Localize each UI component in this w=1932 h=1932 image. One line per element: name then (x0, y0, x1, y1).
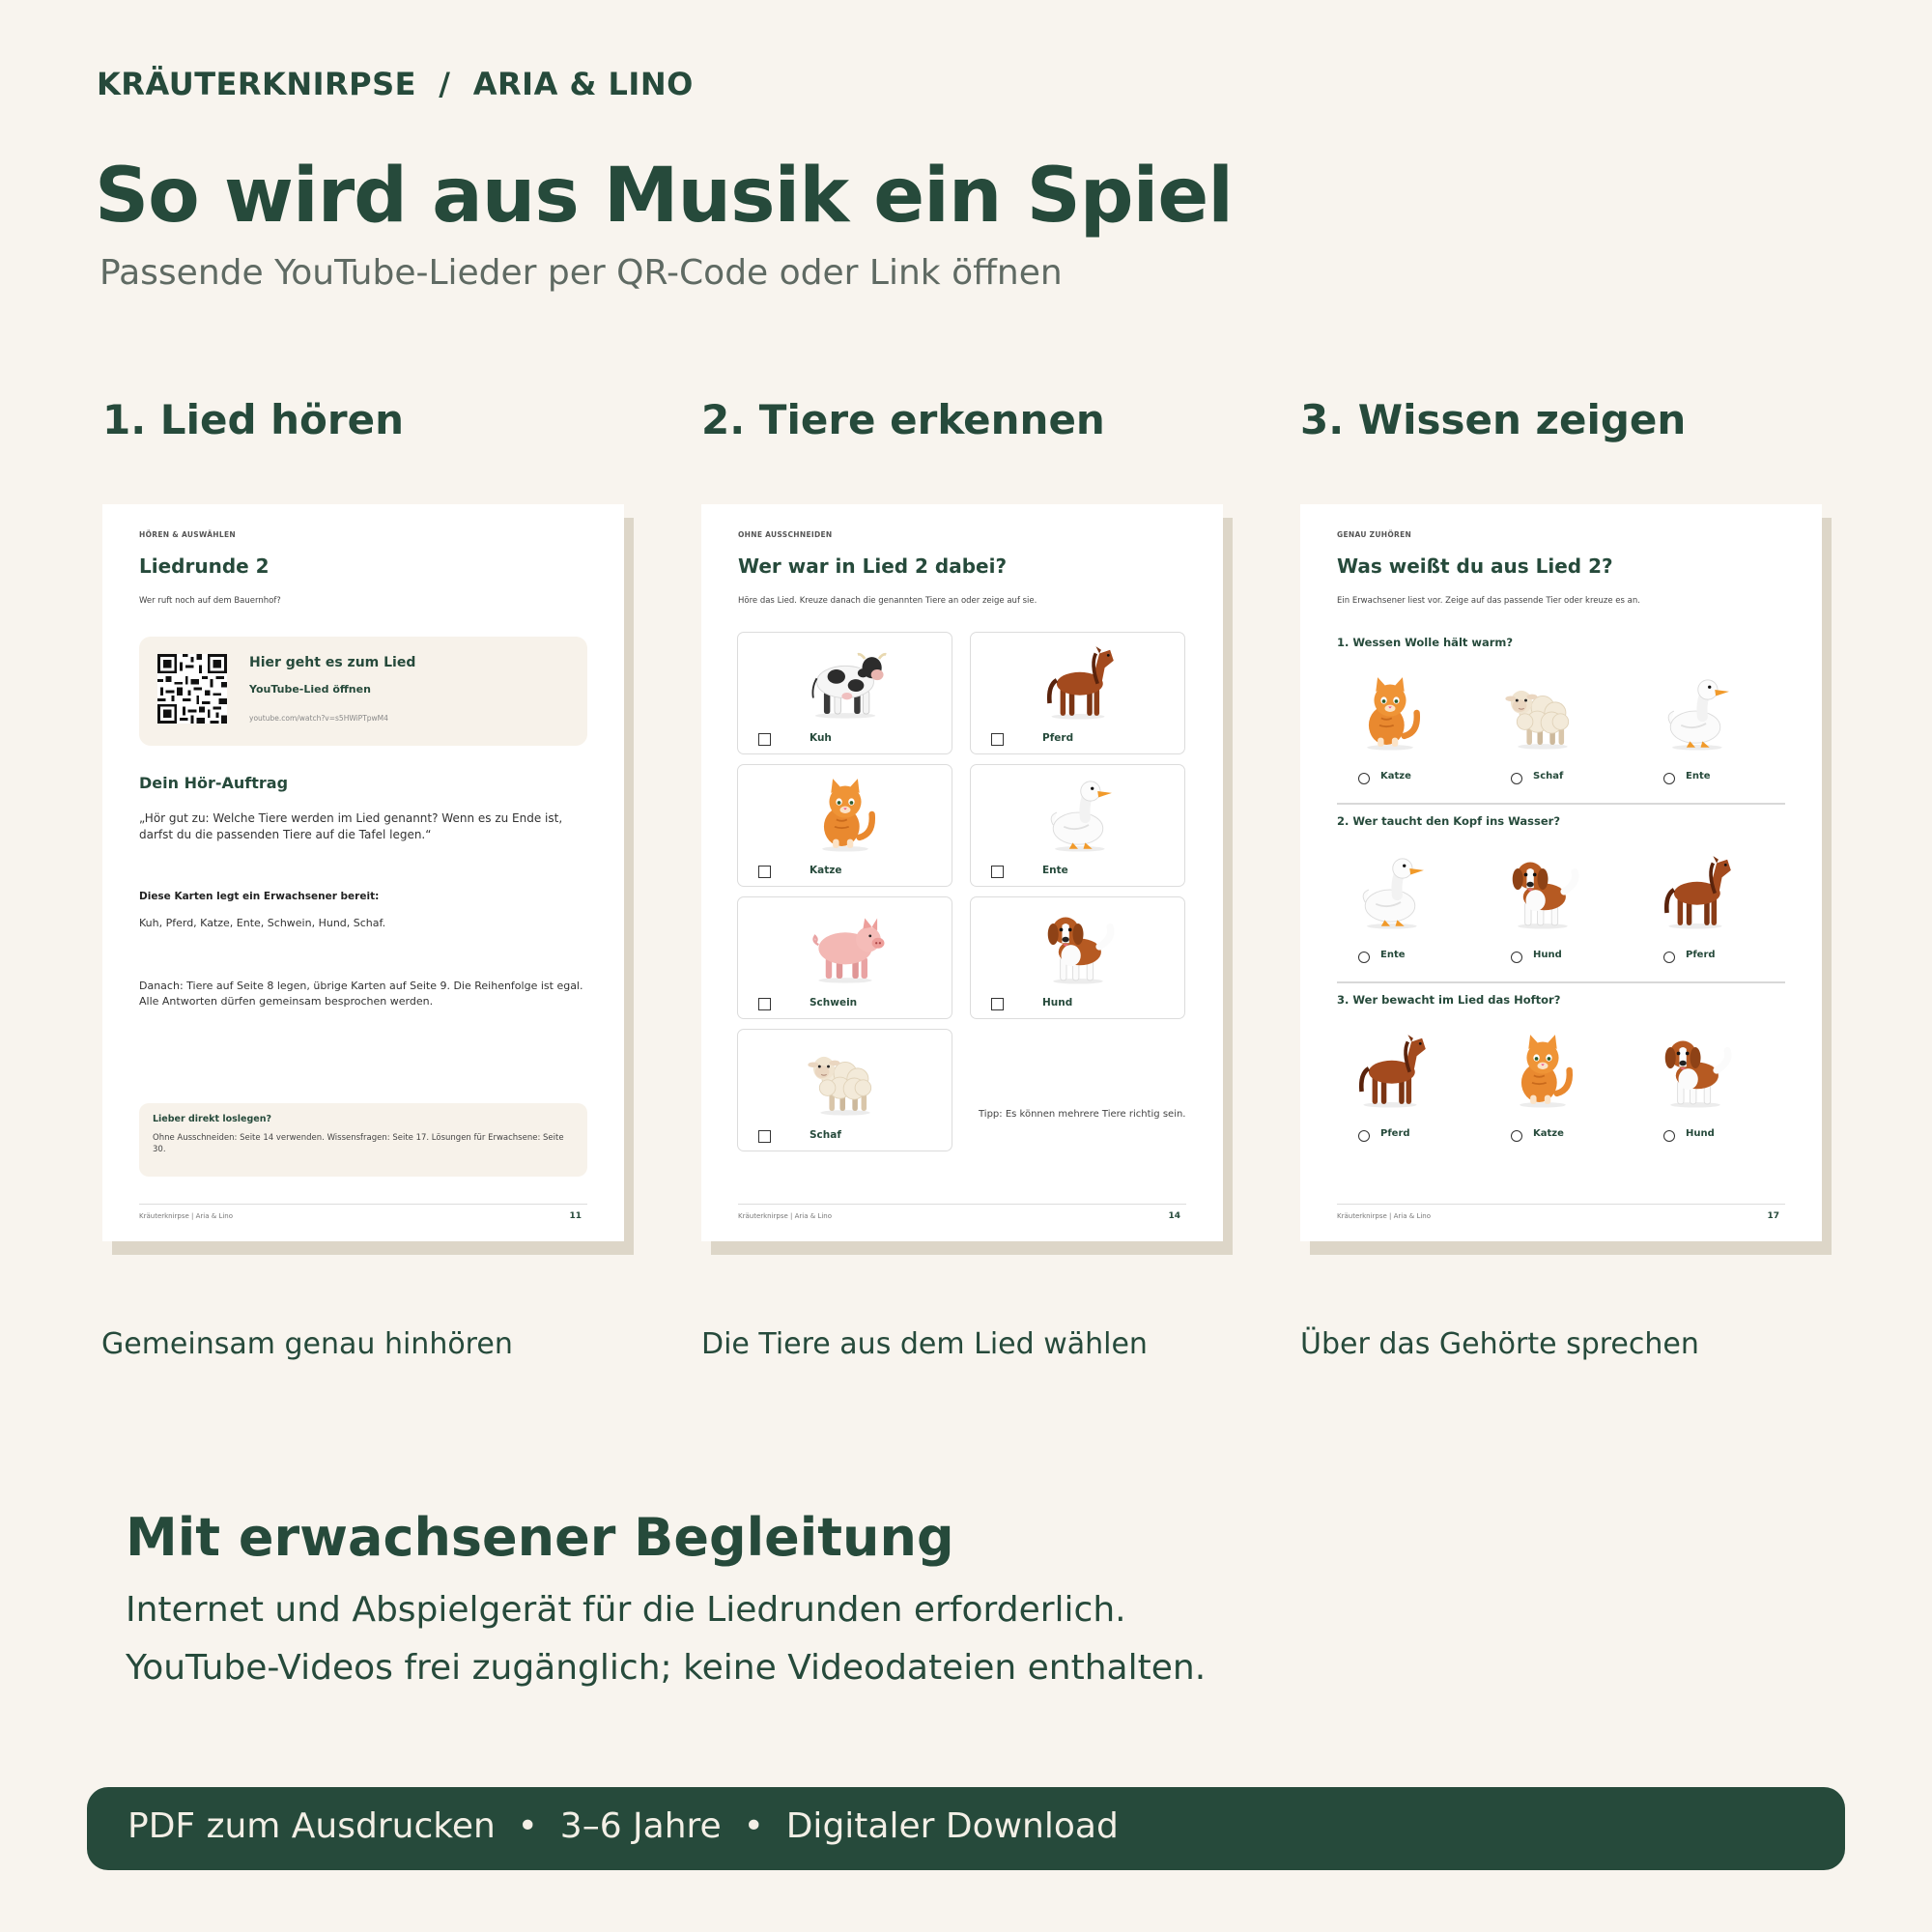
checkbox[interactable] (991, 866, 1004, 878)
option-label: Hund (1686, 1128, 1715, 1139)
checkbox[interactable] (991, 733, 1004, 746)
option-label: Schaf (1533, 771, 1564, 781)
pig-icon (738, 903, 952, 988)
worksheet-title: Wer war in Lied 2 dabei? (738, 554, 1008, 578)
brand-breadcrumb: KRÄUTERKNIRPSE / ARIA & LINO (97, 66, 694, 102)
radio-button[interactable] (1358, 773, 1370, 784)
step-1-caption: Gemeinsam genau hinhören (101, 1327, 513, 1361)
shortcut-tip-box (139, 1103, 587, 1177)
option-label: Katze (1533, 1128, 1564, 1139)
page-footer: Kräuterknirpse | Aria & Lino (139, 1204, 587, 1220)
option-label: Hund (1533, 950, 1562, 960)
option-label: Ente (1686, 771, 1711, 781)
question-2: 2. Wer taucht den Kopf ins Wasser? (1337, 814, 1560, 828)
page-footer: Kräuterknirpse | Aria & Lino (738, 1204, 1186, 1220)
after-instructions: Danach: Tiere auf Seite 8 legen, übrige Karten auf Seite 9. Die Reihenfolge ist egal. Alle Antworten dürfen gemeinsam besprochen werden. (139, 980, 583, 1008)
page-number: 14 (1168, 1211, 1180, 1221)
animal-card-pig[interactable] (737, 896, 952, 1019)
radio-button[interactable] (1511, 773, 1522, 784)
animal-label: Pferd (1042, 732, 1074, 744)
step-3-heading: 3. Wissen zeigen (1300, 396, 1687, 443)
worksheet-title: Was weißt du aus Lied 2? (1337, 554, 1613, 578)
dog-icon (1642, 1021, 1748, 1118)
option-label: Katze (1380, 771, 1411, 781)
duck-icon (1642, 664, 1748, 760)
song-link-box (139, 637, 587, 746)
radio-button[interactable] (1511, 1130, 1522, 1142)
product-info-bar (87, 1787, 1845, 1870)
task-text: „Hör gut zu: Welche Tiere werden im Lied genannt? Wenn es zu Ende ist, darfst du die passenden Tiere auf die Tafel legen.“ (139, 811, 563, 841)
worksheet-intro: Höre das Lied. Kreuze danach die genannten Tiere an oder zeige auf sie. (738, 596, 1037, 606)
question-3: 3. Wer bewacht im Lied das Hoftor? (1337, 993, 1561, 1007)
step-2-heading: 2. Tiere erkennen (701, 396, 1105, 443)
tip-heading: Lieber direkt loslegen? (153, 1114, 271, 1124)
option-label: Pferd (1380, 1128, 1410, 1139)
answer-option[interactable] (1337, 664, 1443, 789)
cards-heading: Diese Karten legt ein Erwachsener bereit: (139, 891, 380, 902)
animal-label: Hund (1042, 997, 1073, 1009)
adult-supervision-heading: Mit erwachsener Begleitung (126, 1507, 954, 1568)
adult-note-line-2: YouTube-Videos frei zugänglich; keine Videodateien enthalten. (126, 1648, 1207, 1688)
step-3-caption: Über das Gehörte sprechen (1300, 1327, 1699, 1361)
radio-button[interactable] (1663, 773, 1675, 784)
question-1: 1. Wessen Wolle hält warm? (1337, 636, 1514, 649)
answer-option[interactable] (1490, 664, 1596, 789)
answer-option[interactable] (1337, 842, 1443, 968)
worksheet-intro: Wer ruft noch auf dem Bauernhof? (139, 596, 281, 606)
answer-option[interactable] (1490, 1021, 1596, 1147)
answer-option[interactable] (1642, 664, 1748, 789)
sheep-icon (738, 1036, 952, 1121)
song-link-title: Hier geht es zum Lied (249, 655, 416, 670)
youtube-url[interactable]: youtube.com/watch?v=s5HWiPTpwM4 (249, 714, 388, 723)
page-number: 11 (569, 1211, 582, 1221)
radio-button[interactable] (1511, 952, 1522, 963)
animal-label: Schwein (810, 997, 858, 1009)
animal-card-cow[interactable] (737, 632, 952, 754)
page-title: So wird aus Musik ein Spiel (95, 153, 1233, 240)
step-2-caption: Die Tiere aus dem Lied wählen (701, 1327, 1148, 1361)
cards-list: Kuh, Pferd, Katze, Ente, Schwein, Hund, Schaf. (139, 917, 386, 929)
sheep-icon (1490, 664, 1596, 760)
dog-icon (1490, 842, 1596, 939)
product-info-text: PDF zum Ausdrucken • 3–6 Jahre • Digitaler Download (128, 1806, 1119, 1846)
cat-icon (1337, 664, 1443, 760)
task-heading: Dein Hör-Auftrag (139, 774, 289, 792)
radio-button[interactable] (1358, 1130, 1370, 1142)
horse-icon (1337, 1021, 1443, 1118)
worksheet-tip: Tipp: Es können mehrere Tiere richtig sein. (979, 1109, 1186, 1120)
animal-label: Schaf (810, 1129, 841, 1141)
animal-card-horse[interactable] (970, 632, 1185, 754)
step-1-heading: 1. Lied hören (102, 396, 404, 443)
animal-label: Katze (810, 865, 842, 876)
animal-card-duck[interactable] (970, 764, 1185, 887)
cat-icon (738, 771, 952, 856)
page-footer: Kräuterknirpse | Aria & Lino (1337, 1204, 1785, 1220)
option-label: Pferd (1686, 950, 1716, 960)
answer-option[interactable] (1337, 1021, 1443, 1147)
duck-icon (971, 771, 1184, 856)
page-eyebrow: OHNE AUSSCHNEIDEN (738, 530, 833, 539)
tip-text: Ohne Ausschneiden: Seite 14 verwenden. Wissensfragen: Seite 17. Lösungen für Erwachsene: Seite 30. (153, 1133, 564, 1154)
answer-option[interactable] (1642, 1021, 1748, 1147)
cat-icon (1490, 1021, 1596, 1118)
qr-code-icon[interactable] (157, 654, 227, 724)
animal-label: Ente (1042, 865, 1068, 876)
page-number: 17 (1767, 1211, 1779, 1221)
adult-note-line-1: Internet und Abspielgerät für die Liedrunden erforderlich. (126, 1590, 1126, 1630)
page-eyebrow: GENAU ZUHÖREN (1337, 530, 1412, 539)
checkbox[interactable] (758, 998, 771, 1010)
animal-label: Kuh (810, 732, 832, 744)
checkbox[interactable] (758, 1130, 771, 1143)
answer-option[interactable] (1490, 842, 1596, 968)
radio-button[interactable] (1358, 952, 1370, 963)
worksheet-intro: Ein Erwachsener liest vor. Zeige auf das passende Tier oder kreuze es an. (1337, 596, 1640, 606)
youtube-link[interactable]: YouTube-Lied öffnen (249, 683, 371, 696)
checkbox[interactable] (991, 998, 1004, 1010)
checkbox[interactable] (758, 733, 771, 746)
animal-card-dog[interactable] (970, 896, 1185, 1019)
option-label: Ente (1380, 950, 1406, 960)
question-divider (1337, 981, 1785, 983)
question-divider (1337, 803, 1785, 805)
checkbox[interactable] (758, 866, 771, 878)
worksheet-page-14 (701, 504, 1223, 1241)
page-eyebrow: HÖREN & AUSWÄHLEN (139, 530, 236, 539)
answer-option[interactable] (1642, 842, 1748, 968)
worksheet-page-17 (1300, 504, 1822, 1241)
worksheet-page-11 (102, 504, 624, 1241)
horse-icon (1642, 842, 1748, 939)
animal-card-sheep[interactable] (737, 1029, 952, 1151)
duck-icon (1337, 842, 1443, 939)
dog-icon (971, 903, 1184, 988)
horse-icon (971, 639, 1184, 724)
page-subtitle: Passende YouTube-Lieder per QR-Code oder Link öffnen (99, 253, 1063, 293)
cow-icon (738, 639, 952, 724)
radio-button[interactable] (1663, 952, 1675, 963)
animal-card-cat[interactable] (737, 764, 952, 887)
radio-button[interactable] (1663, 1130, 1675, 1142)
worksheet-title: Liedrunde 2 (139, 554, 270, 578)
